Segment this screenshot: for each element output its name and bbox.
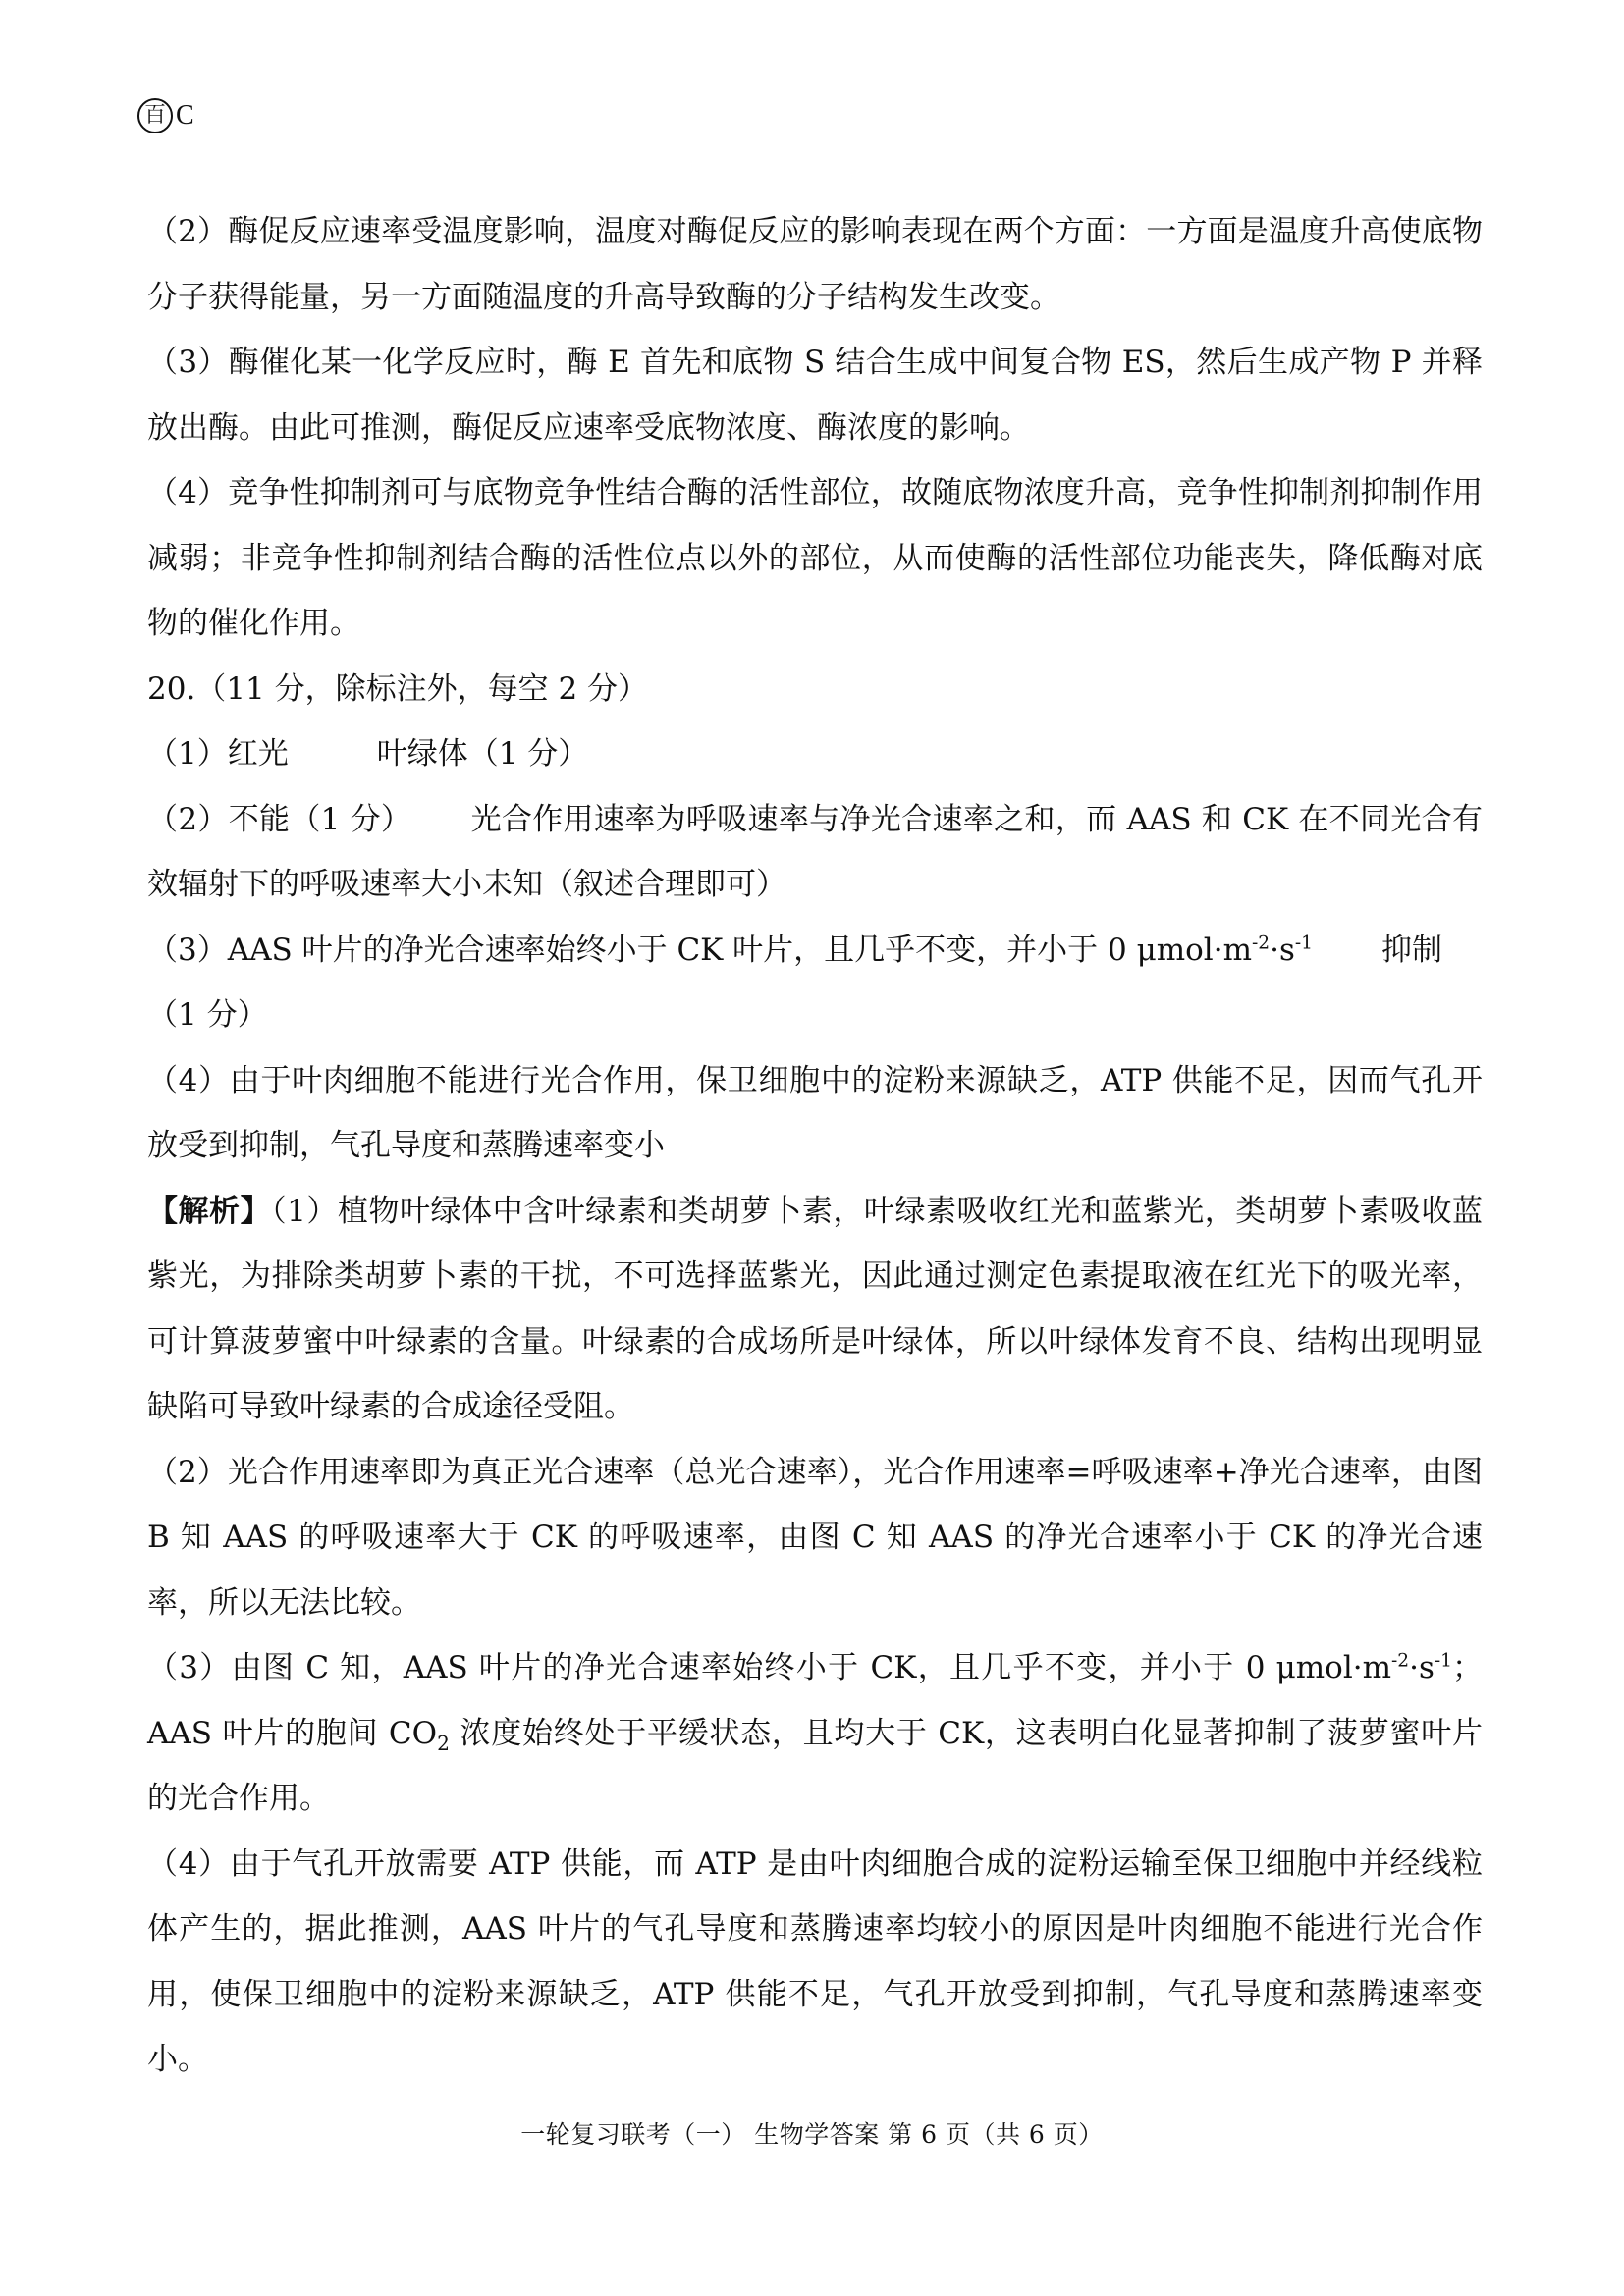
answer-20-3-sup1: -2 — [1251, 933, 1271, 954]
analysis-3 — [147, 1635, 1483, 1832]
answer-20-1-a: （1）红光 — [147, 736, 289, 772]
answer-20-2-a: （2）不能（1 分） — [147, 801, 412, 837]
analysis-1 — [147, 1179, 1483, 1440]
answer-20-1-b: 叶绿体（1 分） — [376, 736, 589, 772]
answer-20-3 — [147, 918, 1483, 1048]
analysis-3-a: （3）由图 C 知，AAS 叶片的净光合速率始终小于 CK，且几乎不变，并小于 0 μmol·m — [147, 1650, 1391, 1685]
page-footer: 一轮复习联考（一） 生物学答案 第 6 页（共 6 页） — [520, 2120, 1104, 2149]
analysis-3-sup2: -1 — [1434, 1650, 1452, 1672]
analysis-1-text: （1）植物叶绿体中含叶绿素和类胡萝卜素，叶绿素吸收红光和蓝紫光，类胡萝卜素吸收蓝紫光，为排除类胡萝卜素的干扰，不可选择蓝紫光，因此通过测定色素提取液在红光下的吸光率，可计算菠萝蜜中叶绿素的含量。叶绿素的合成场所是叶绿体，所以叶绿体发育不良、结构出现明显缺陷可导致叶绿素的合成途径受阻。 — [147, 1193, 1483, 1424]
answer-20-2-b: 光合作用速率为呼吸速率与净光合速率之和，而 AAS 和 CK 在不同光合有效辐射下的呼吸速率大小未知（叙述合理即可） — [147, 801, 1483, 902]
answer-20-3-c: （1 分） — [147, 997, 268, 1033]
analysis-3-mid: ·s — [1409, 1650, 1435, 1685]
answer-20-4: （4）由于叶肉细胞不能进行光合作用，保卫细胞中的淀粉来源缺乏，ATP 供能不足，因而气孔开放受到抑制，气孔导度和蒸腾速率变小 — [147, 1062, 1483, 1163]
answer-20-2 — [147, 787, 1483, 918]
analysis-3-b: ；AAS 叶片的胞间 CO — [147, 1650, 1483, 1751]
paragraph-q19-4: （4）竞争性抑制剂可与底物竞争性结合酶的活性部位，故随底物浓度升高，竞争性抑制剂抑制作用减弱；非竞争性抑制剂结合酶的活性位点以外的部位，从而使酶的活性部位功能丧失，降低酶对底物的催化作用。 — [147, 475, 1483, 641]
answer-20-3-sup2: -1 — [1294, 933, 1313, 954]
logo-circle-glyph: 百 — [137, 98, 173, 133]
analysis-4: （4）由于气孔开放需要 ATP 供能，而 ATP 是由叶肉细胞合成的淀粉运输至保卫细胞中并经线粒体产生的，据此推测，AAS 叶片的气孔导度和蒸腾速率均较小的原因是叶肉细胞不能进行光合作用，使保卫细胞中的淀粉来源缺乏，ATP 供能不足，气孔开放受到抑制，气孔导度和蒸腾速率变小。 — [147, 1845, 1483, 2077]
answer-content — [147, 199, 1483, 2093]
analysis-2: （2）光合作用速率即为真正光合速率（总光合速率），光合作用速率=呼吸速率+净光合速率，由图 B 知 AAS 的呼吸速率大于 CK 的呼吸速率，由图 C 知 AAS 的净光合速率小于 CK 的净光合速率，所以无法比较。 — [147, 1454, 1483, 1621]
paragraph-q19-2: （2）酶促反应速率受温度影响，温度对酶促反应的影响表现在两个方面：一方面是温度升高使底物分子获得能量，另一方面随温度的升高导致酶的分子结构发生改变。 — [147, 214, 1483, 315]
analysis-3-c: 浓度始终处于平缓状态，且均大于 CK，这表明白化显著抑制了菠萝蜜叶片的光合作用。 — [147, 1715, 1483, 1816]
answer-20-3-a: （3）AAS 叶片的净光合速率始终小于 CK 叶片，且几乎不变，并小于 0 μmol·m — [147, 932, 1252, 968]
answer-20-1 — [147, 721, 1483, 787]
publisher-logo — [137, 98, 194, 133]
analysis-3-sup1: -2 — [1390, 1650, 1410, 1672]
question-20-header: 20.（11 分，除标注外，每空 2 分） — [147, 670, 649, 707]
logo-letter: C — [176, 100, 194, 131]
paragraph-q19-3: （3）酶催化某一化学反应时，酶 E 首先和底物 S 结合生成中间复合物 ES，然后生成产物 P 并释放出酶。由此可推测，酶促反应速率受底物浓度、酶浓度的影响。 — [147, 345, 1483, 446]
answer-20-3-b: 抑制 — [1381, 932, 1442, 968]
analysis-3-sub: 2 — [437, 1731, 450, 1755]
answer-20-3-mid: ·s — [1270, 932, 1295, 968]
analysis-label: 【解析】 — [147, 1193, 272, 1229]
